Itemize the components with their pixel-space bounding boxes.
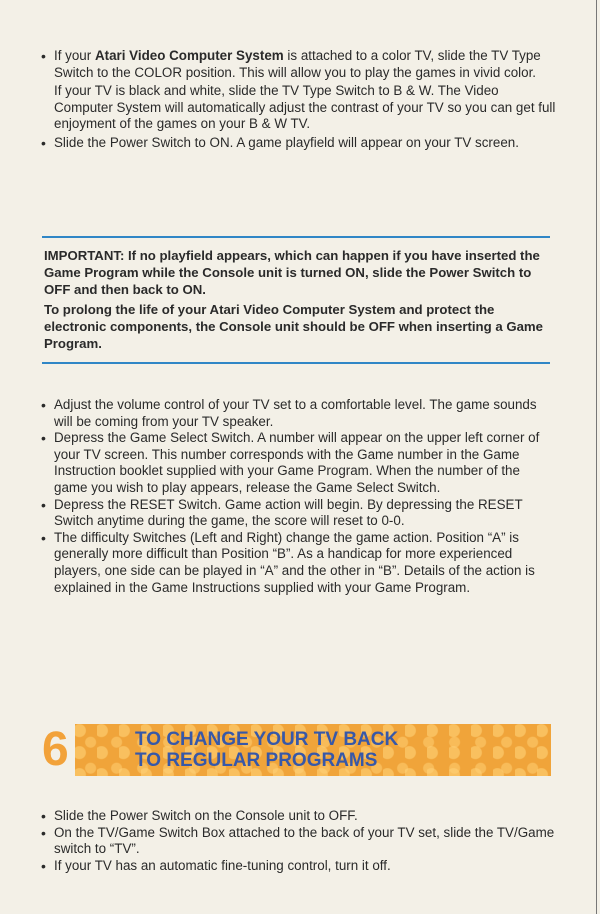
text-prefix: If your bbox=[54, 48, 95, 63]
important-paragraph-1: IMPORTANT: If no playfield appears, which can happen if you have inserted the Game Program while the Console unit is turned ON, slide the Power Switch to OFF and then back to ON. bbox=[44, 248, 540, 297]
divider-bottom bbox=[42, 362, 550, 364]
list-item bbox=[36, 48, 556, 81]
product-name: Atari Video Computer System bbox=[94, 48, 284, 63]
list-item: • Adjust the volume control of your TV set to a comfortable level. The game sounds will be coming from your TV speaker. bbox=[36, 397, 556, 430]
list-item: • Depress the Game Select Switch. A number will appear on the upper left corner of your TV screen. This number corresponds with the Game number in the Game Instruction booklet supplied with your Game Program. When the number of the game you wish to play appears, release the Game Select Switch. bbox=[36, 430, 556, 496]
section-title bbox=[135, 729, 398, 771]
list-item: • On the TV/Game Switch Box attached to the back of your TV set, slide the TV/Game switch to “TV”. bbox=[36, 825, 556, 858]
list-item: • If your TV has an automatic fine-tuning control, turn it off. bbox=[36, 858, 556, 875]
game-instructions bbox=[36, 397, 556, 596]
list-item: • Slide the Power Switch to ON. A game playfield will appear on your TV screen. bbox=[36, 135, 556, 152]
list-item: • Depress the RESET Switch. Game action will begin. By depressing the RESET Switch anytime during the game, the score will reset to 0-0. bbox=[36, 497, 556, 530]
important-notice bbox=[44, 247, 558, 352]
section-number: 6 bbox=[42, 723, 69, 776]
section-banner bbox=[75, 724, 551, 776]
important-paragraph-2: To prolong the life of your Atari Video Computer System and protect the electronic components, the Console unit should be OFF when inserting a Game Program. bbox=[44, 302, 543, 351]
list-item: • Slide the Power Switch on the Console unit to OFF. bbox=[36, 808, 556, 825]
top-instructions bbox=[36, 48, 556, 152]
section-title-line-2: TO REGULAR PROGRAMS bbox=[135, 750, 378, 771]
divider-top bbox=[42, 236, 550, 238]
list-item: • The difficulty Switches (Left and Right) change the game action. Position “A” is generally more difficult than Position “B”. As a handicap for more experienced players, one side can be played in “A” and the other in “B”. Details of the action is explained in the Game Instructions supplied with your Game Program. bbox=[36, 530, 556, 596]
page-edge bbox=[596, 0, 597, 914]
section-title-line-1: TO CHANGE YOUR TV BACK bbox=[135, 729, 399, 750]
text-body: is attached to a color TV, slide the TV Type Switch to the COLOR position. This will allow you to play the games in vivid color. bbox=[54, 48, 541, 80]
change-back-instructions bbox=[36, 808, 556, 874]
paragraph: If your TV is black and white, slide the TV Type Switch to B & W. The Video Computer System will automatically adjust the contrast of your TV so you can get full enjoyment of the games on your B & W TV. bbox=[54, 83, 556, 132]
